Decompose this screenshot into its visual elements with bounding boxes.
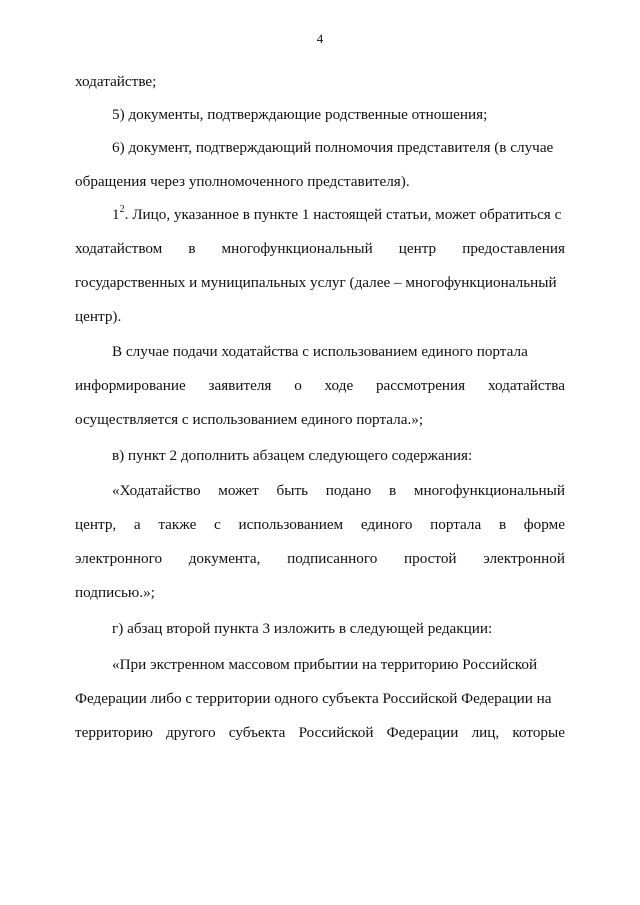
word: подписанного — [287, 550, 378, 567]
text-line: 5) документы, подтверждающие родственные отношения; — [112, 106, 488, 123]
word: документа, — [188, 550, 261, 567]
word: быть — [276, 482, 309, 499]
word: с — [214, 516, 221, 533]
word: электронного — [75, 550, 163, 567]
text-line: осуществляется с использованием единого портала.»; — [75, 411, 424, 428]
text-line: 6) документ, подтверждающий полномочия представителя (в случае — [112, 139, 554, 156]
text-line — [112, 481, 565, 501]
word: центр — [398, 240, 437, 257]
word: в — [498, 516, 507, 533]
word: может — [218, 482, 259, 499]
text-line: «При экстренном массовом прибытии на территорию Российской — [112, 656, 538, 673]
word: а — [133, 516, 141, 533]
word: ходе — [324, 377, 354, 394]
word: ходатайства — [487, 377, 565, 394]
word: многофункциональный — [221, 240, 373, 257]
word: другого — [165, 724, 216, 741]
text-line — [75, 723, 565, 743]
word: электронной — [483, 550, 565, 567]
word: форме — [523, 516, 565, 533]
text-line — [75, 515, 565, 535]
word: подано — [325, 482, 372, 499]
word: «Ходатайство — [112, 482, 201, 499]
word: многофункциональный — [413, 482, 565, 499]
item-superscript: 2 — [119, 203, 125, 215]
word: в — [388, 482, 397, 499]
text-line — [112, 205, 565, 225]
text-line: в) пункт 2 дополнить абзацем следующего содержания: — [112, 447, 473, 464]
word: простой — [403, 550, 457, 567]
text-line: подписью.»; — [75, 584, 155, 601]
item-number: 1 — [112, 206, 120, 223]
text-line: г) абзац второй пункта 3 изложить в следующей редакции: — [112, 620, 493, 637]
text-line: государственных и муниципальных услуг (далее – многофункциональный — [75, 274, 557, 291]
word: также — [158, 516, 197, 533]
word: предоставления — [462, 240, 565, 257]
text-line: В случае подачи ходатайства с использованием единого портала — [112, 343, 528, 360]
text-segment: . Лицо, указанное в пункте 1 настоящей статьи, может обратиться с — [124, 206, 562, 223]
text-line — [75, 376, 565, 396]
word: субъекта — [228, 724, 286, 741]
page-number: 4 — [316, 31, 324, 46]
word: в — [188, 240, 196, 257]
text-line: Федерации либо с территории одного субъекта Российской Федерации на — [75, 690, 552, 707]
word: единого — [360, 516, 413, 533]
word: портала — [430, 516, 482, 533]
word: информирование — [75, 377, 186, 394]
text-line: обращения через уполномоченного представителя). — [75, 173, 410, 190]
word: о — [294, 377, 302, 394]
word: которые — [512, 724, 565, 741]
text-line: ходатайстве; — [75, 73, 157, 90]
word: заявителя — [208, 377, 272, 394]
text-line — [75, 549, 565, 569]
word: лиц, — [471, 724, 500, 741]
text-line — [75, 239, 565, 259]
word: рассмотрения — [375, 377, 466, 394]
text-line: центр). — [75, 308, 122, 325]
word: территорию — [75, 724, 153, 741]
word: использованием — [238, 516, 344, 533]
word: ходатайством — [75, 240, 163, 257]
word: Федерации — [386, 724, 459, 741]
word: Российской — [298, 724, 374, 741]
word: центр, — [75, 516, 117, 533]
